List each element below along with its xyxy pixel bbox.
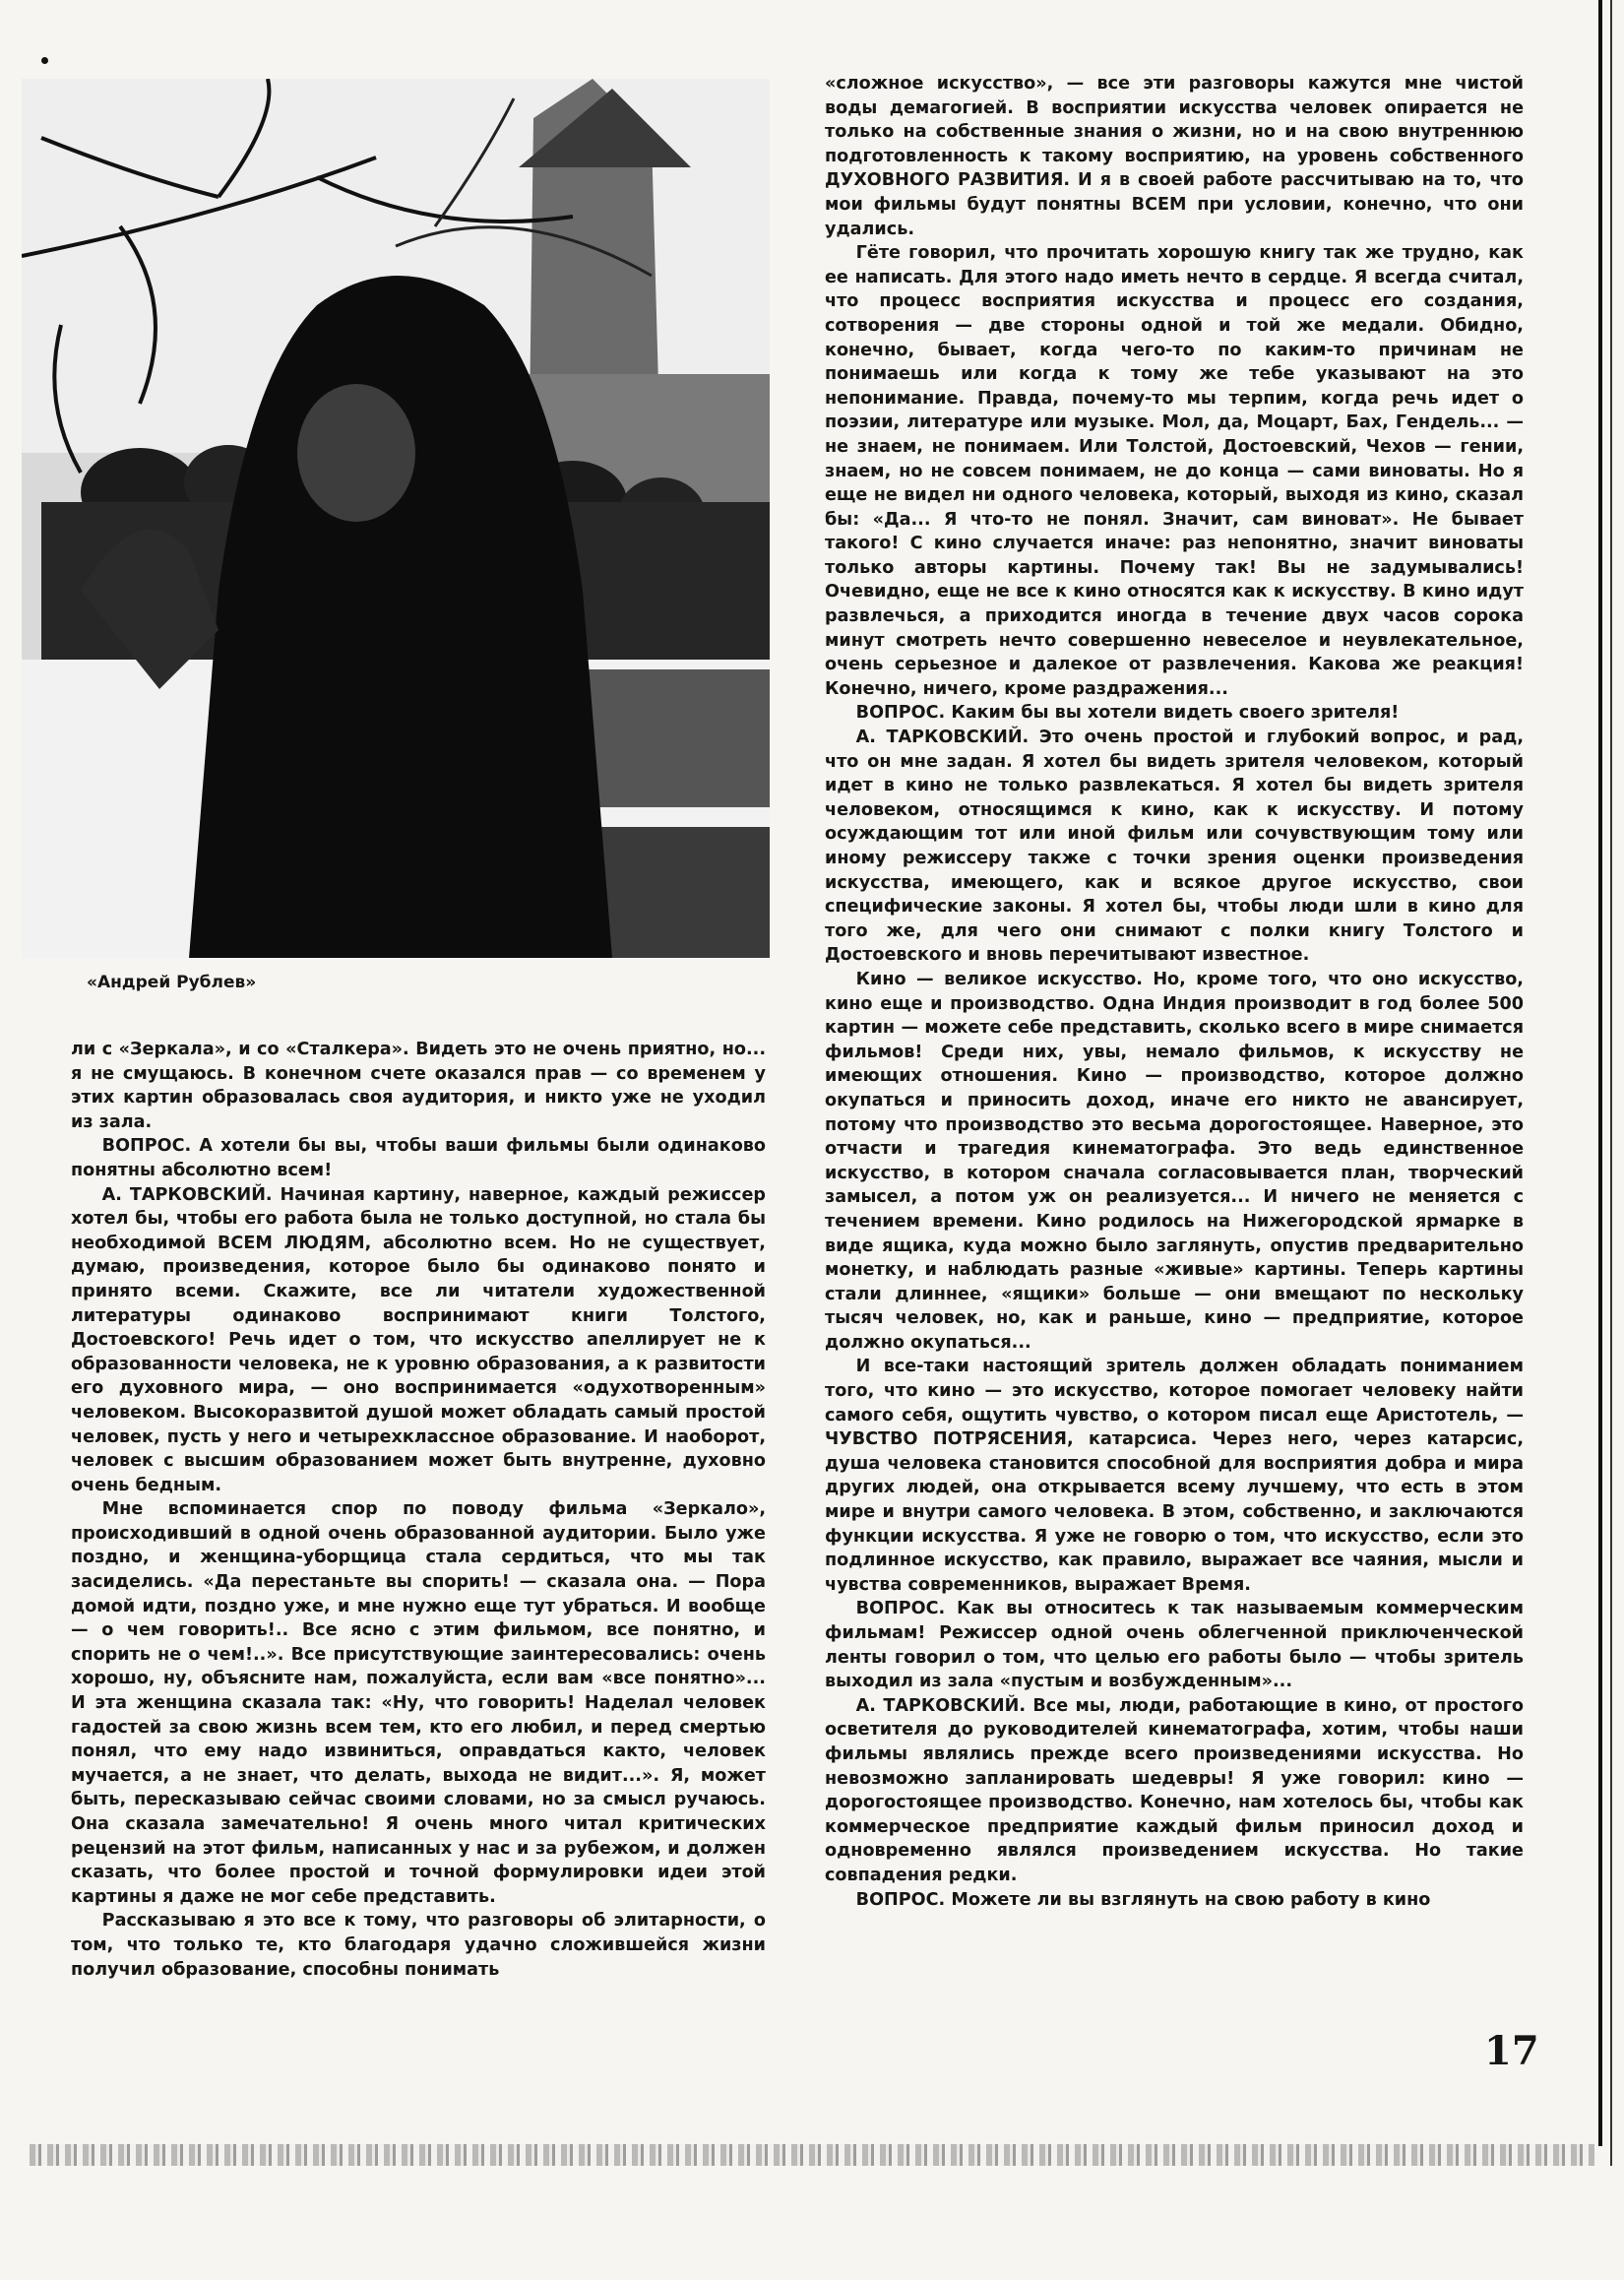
- paragraph: А. ТАРКОВСКИЙ. Все мы, люди, работающие в кино, от простого осветителя до руководителей кинематографа, хотим, чтобы наши фильмы являлись прежде всего произведениями искусства. Но невозможно запланировать шедевры! Я уже говорил: кино — дорогостоящее производство. Конечно, нам хотелось бы, чтобы как коммерческое предприятие каждый фильм приносил доход и одновременно являлся произведением искусства. Но такие совпадения редки.: [825, 1695, 1524, 1885]
- paragraph: ли с «Зеркала», и со «Сталкера». Видеть это не очень приятно, но... я не смущаюсь. В конечном счете оказался прав — со временем у этих картин образовалась своя аудитория, и никто уже не уходил из зала.: [71, 1040, 766, 1132]
- paragraph: Рассказываю я это все к тому, что разговоры об элитарности, о том, что только те, кто благодаря удачно сложившейся жизни получил образование, способны понимать: [71, 1911, 766, 1980]
- paragraph: Кино — великое искусство. Но, кроме того, что оно искусство, кино еще и производство. Одна Индия производит в год более 500 картин — можете себе представить, сколько всего в мире снимается фильмов! Среди них, увы, немало фильмов, к искусству не имеющих отношения. Кино — производство, которое должно окупаться и приносить доход, иначе его никто не авансирует, потому что производство это весьма дорогостоящее. Наверное, это отчасти и трагедия кинематографа. Это ведь единственное искусство, в котором сначала согласовывается план, творческий замысел, а потом уж он реализуется... И ничего не меняется с течением времени. Кино родилось на Нижегородской ярмарке в виде ящика, куда можно было заглянуть, опустив предварительно монетку, и наблюдать разные «живые» картины. Теперь картины стали длиннее, «ящики» больше — они вмещают по нескольку тысяч человек, но, как и раньше, кино — предприятие, которое должно окупаться...: [825, 969, 1524, 1353]
- scan-speck: [41, 57, 48, 64]
- film-still-illustration: [22, 79, 770, 958]
- scan-edge-inner: [1610, 0, 1612, 2166]
- scan-bottom-noise: [30, 2144, 1594, 2166]
- film-still-photo: [22, 79, 770, 958]
- photo-caption: «Андрей Рублев»: [87, 973, 257, 992]
- paragraph: Мне вспоминается спор по поводу фильма «Зеркало», происходивший в одной очень образованной аудитории. Было уже поздно, и женщина-уборщица стала сердиться, что мы так засиделись. «Да перестаньте вы спорить! — сказала она. — Пора домой идти, поздно уже, и мне нужно еще тут убраться. И вообще — о чем говорить!.. Все ясно с этим фильмом, все понятно, и спорить не о чем!..». Все присутствующие заинтересовались: очень хорошо, ну, объясните нам, пожалуйста, если вам «все понятно»... И эта женщина сказала так: «Ну, что говорить! Наделал человек гадостей за свою жизнь всем тем, кто его любил, и перед смертью понял, что ему надо извиниться, оправдаться както, человек мучается, а не знает, что делать, выхода не видит...». Я, может быть, пересказываю сейчас своими словами, но за смысл ручаюсь. Она сказала замечательно! Я очень много читал критических рецензий на этот фильм, написанных у нас и за рубежом, и должен сказать, что более простой и точной формулировки идеи этой картины я даже не мог себе представить.: [71, 1499, 766, 1907]
- paragraph: И все-таки настоящий зритель должен обладать пониманием того, что кино — это искусство, которое помогает человеку найти самого себя, ощутить чувство, о котором писал еще Аристотель, — ЧУВСТВО ПОТРЯСЕНИЯ, катарсиса. Через него, через катарсис, душа человека становится способной для восприятия добра и мира других людей, она открывается всему лучшему, что есть в этом мире и внутри самого человека. В этом, собственно, и заключаются функции искусства. Я уже не говорю о том, что искусство, если это подлинное искусство, как правило, выражает все чаяния, мысли и чувства современников, выражает Время.: [825, 1357, 1524, 1595]
- paragraph: ВОПРОС. Как вы относитесь к так называемым коммерческим фильмам! Режиссер одной очень облегченной приключенческой ленты говорил о том, что целью его работы было — чтобы зритель выходил из зала «пустым и возбужденным»...: [825, 1599, 1524, 1692]
- paragraph: А. ТАРКОВСКИЙ. Начиная картину, наверное, каждый режиссер хотел бы, чтобы его работа была не только доступной, но стала бы необходимой ВСЕМ ЛЮДЯМ, абсолютно всем. Но не существует, думаю, произведения, которое было бы одинаково понято и принято всеми. Скажите, все ли читатели художественной литературы одинаково воспринимают книги Толстого, Достоевского! Речь идет о том, что искусство апеллирует не к образованности человека, не к уровню образования, а к развитости его духовного мира, — оно воспринимается «одухотворенным» человеком. Высокоразвитой душой может обладать самый простой человек, пусть у него и четырехклассное образование. И наоборот, человек с высшим образованием может быть внутренне, духовно очень бедным.: [71, 1184, 766, 1495]
- scan-edge: [1598, 0, 1602, 2146]
- left-column-text: [71, 1038, 766, 1982]
- page-number: 17: [1484, 2028, 1539, 2074]
- paragraph: ВОПРОС. А хотели бы вы, чтобы ваши фильмы были одинаково понятны абсолютно всем!: [71, 1136, 766, 1180]
- paragraph: ВОПРОС. Каким бы вы хотели видеть своего зрителя!: [855, 703, 1400, 724]
- paragraph: «сложное искусство», — все эти разговоры кажутся мне чистой воды демагогией. В восприятии искусства человек опирается не только на собственные знания о жизни, но и на свою внутреннюю подготовленность к такому восприятию, на уровень собственного ДУХОВНОГО РАЗВИТИЯ. И я в своей работе рассчитываю на то, что мои фильмы будут понятны ВСЕМ при условии, конечно, что они удались.: [825, 74, 1524, 239]
- paragraph: ВОПРОС. Можете ли вы взглянуть на свою работу в кино: [855, 1889, 1431, 1910]
- paragraph: Гёте говорил, что прочитать хорошую книгу так же трудно, как ее написать. Для этого надо иметь нечто в сердце. Я всегда считал, что процесс восприятия искусства и процесс его создания, сотворения — две стороны одной и той же медали. Обидно, конечно, бывает, когда чего-то по каким-то причинам не понимаешь или когда к тому же тебе указывают на это непонимание. Правда, почему-то мы терпим, когда речь идет о поэзии, литературе или музыке. Мол, да, Моцарт, Бах, Гендель... — не знаем, не понимаем. Или Толстой, Достоевский, Чехов — гении, знаем, но не совсем понимаем, не до конца — сами виноваты. Но я еще не видел ни одного человека, который, выходя из кино, сказал бы: «Да... Я что-то не понял. Значит, сам виноват». Не бывает такого! С кино случается иначе: раз непонятно, значит виноваты только авторы картины. Почему так! Вы не задумывались! Очевидно, еще не все к кино относятся как к искусству. В кино идут развлечься, а приходится иногда в течение двух часов сорока минут смотреть нечто совершенно невеселое и неувлекательное, очень серьезное и далекое от развлечения. Какова же реакция! Конечно, ничего, кроме раздражения...: [825, 243, 1524, 699]
- right-column-text: [825, 72, 1524, 1912]
- paragraph: А. ТАРКОВСКИЙ. Это очень простой и глубокий вопрос, и рад, что он мне задан. Я хотел бы видеть зрителя человеком, который идет в кино не только развлекаться. Я хотел бы видеть зрителя человеком, относящимся к кино, как к искусству. И потому осуждающим тот или иной фильм или сочувствующим тому или иному режиссеру также с точки зрения оценки произведения искусства, имеющего, как и всякое другое искусство, свои специфические законы. Я хотел бы, чтобы люди шли в кино для того же, для чего они снимают с полки книгу Толстого и Достоевского и вновь перечитывают известное.: [825, 728, 1524, 966]
